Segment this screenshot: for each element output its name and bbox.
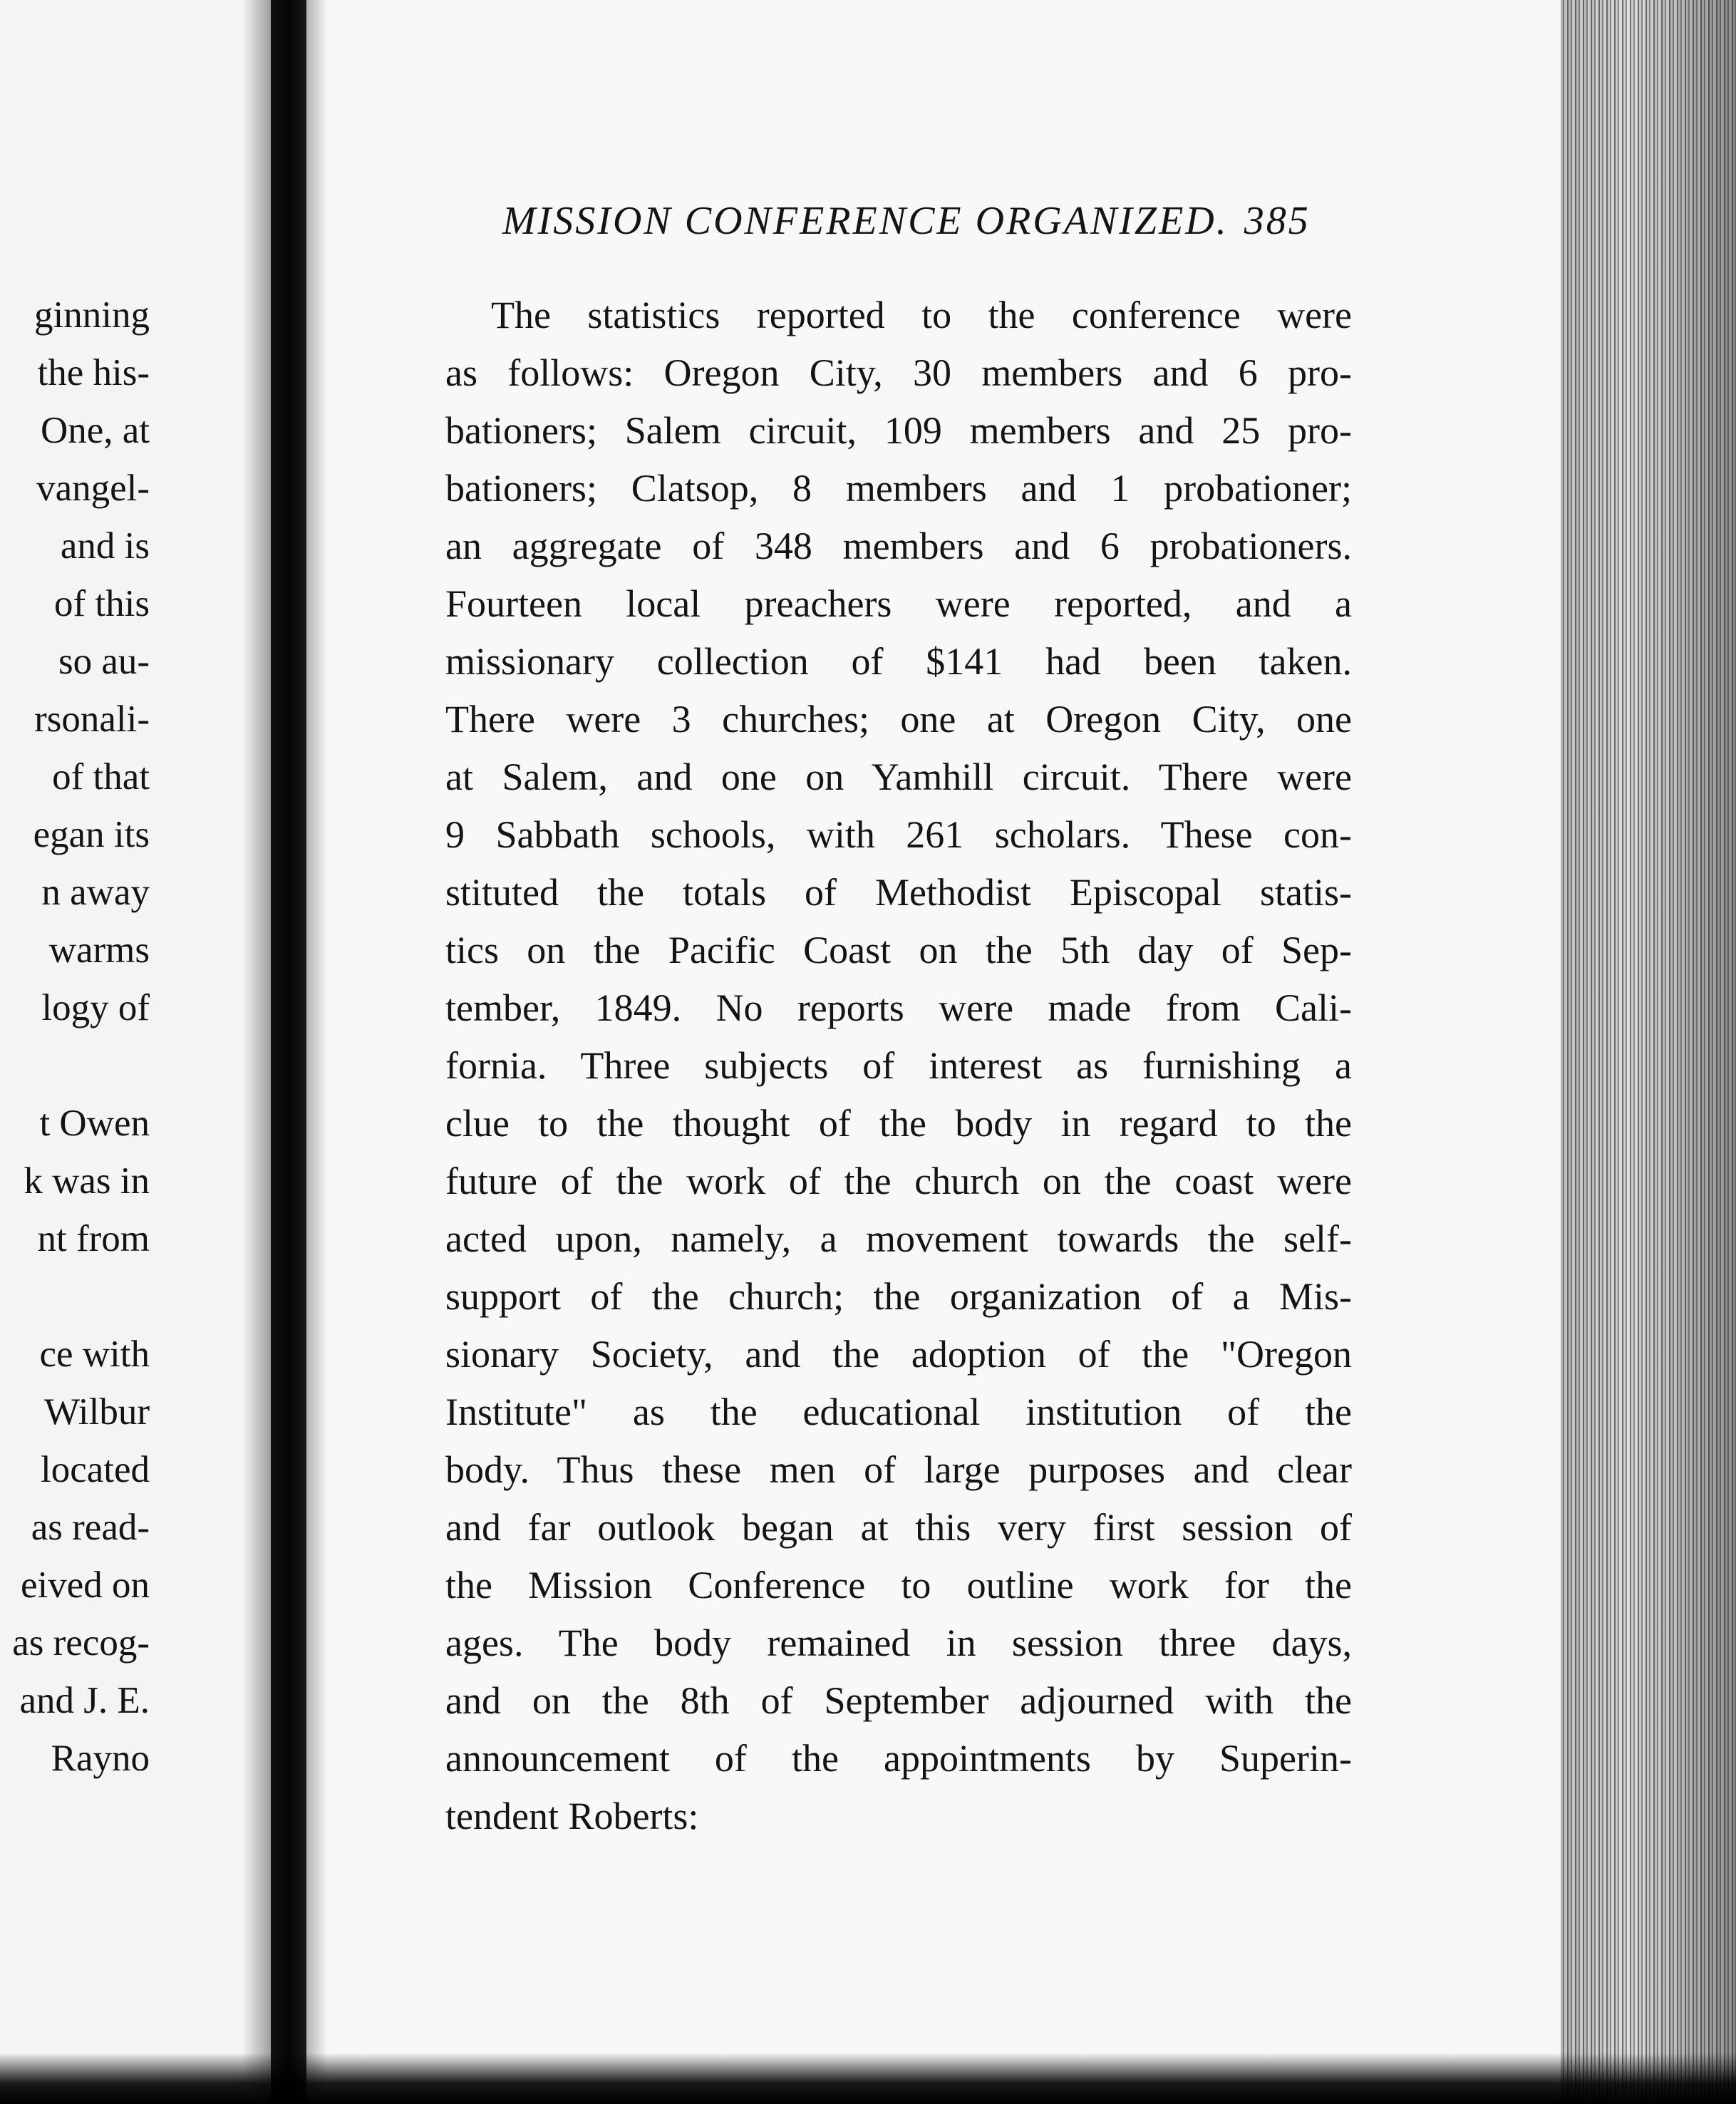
text-line: fornia. Three subjects of interest as furnishing a: [445, 1044, 1352, 1087]
bottom-shadow: [0, 2053, 1736, 2104]
text-line: stituted the totals of Methodist Episcopal statis-: [445, 871, 1352, 914]
body-text: [445, 287, 1352, 1845]
right-page: [306, 0, 1568, 2104]
text-line: Institute" as the educational institution of the: [445, 1391, 1352, 1433]
text-line: n away: [41, 872, 150, 913]
page-block-edges: [1561, 0, 1736, 2104]
text-line: rsonali-: [34, 698, 150, 740]
text-line: clue to the thought of the body in regard to the: [445, 1102, 1352, 1145]
text-line: ginning: [34, 294, 150, 336]
text-line: egan its: [33, 814, 150, 855]
left-page-shadow: [242, 0, 271, 2104]
text-line: as recog-: [12, 1622, 150, 1664]
text-line: vangel-: [36, 468, 150, 509]
text-line: at Salem, and one on Yamhill circuit. There were: [445, 756, 1352, 798]
text-line: nt from: [37, 1218, 150, 1259]
text-line: and on the 8th of September adjourned with the: [445, 1679, 1352, 1722]
text-line: Rayno: [51, 1738, 150, 1779]
text-line: and is: [60, 525, 150, 567]
book-gutter: [271, 0, 306, 2104]
text-line: tics on the Pacific Coast on the 5th day of Sep-: [445, 929, 1352, 971]
text-line: announcement of the appointments by Superin-: [445, 1737, 1352, 1780]
text-line: logy of: [41, 987, 150, 1028]
text-line: as read-: [31, 1507, 150, 1548]
text-line: warms: [48, 929, 150, 971]
text-line: an aggregate of 348 members and 6 probationers.: [445, 525, 1352, 567]
running-head-title: MISSION CONFERENCE ORGANIZED.: [502, 199, 1229, 243]
text-line: and far outlook began at this very first session of: [445, 1506, 1352, 1549]
text-line: as follows: Oregon City, 30 members and 6 pro-: [445, 351, 1352, 394]
text-line: support of the church; the organization of a Mis-: [445, 1275, 1352, 1318]
text-line: the his-: [37, 352, 150, 393]
left-page: [0, 0, 271, 2104]
text-line: k was in: [24, 1160, 150, 1202]
text-line: t Owen: [39, 1103, 150, 1144]
running-head: [502, 198, 1614, 244]
text-line: eived on: [20, 1564, 150, 1606]
text-line: missionary collection of $141 had been taken.: [445, 640, 1352, 683]
text-line: located: [40, 1449, 150, 1490]
text-line: bationers; Salem circuit, 109 members and 25 pro-: [445, 409, 1352, 452]
text-line: Fourteen local preachers were reported, and a: [445, 582, 1352, 625]
text-line: bationers; Clatsop, 8 members and 1 probationer;: [445, 467, 1352, 510]
text-line: tendent Roberts:: [445, 1795, 699, 1837]
text-line: Wilbur: [43, 1391, 150, 1433]
text-line: of that: [52, 756, 150, 798]
text-line: [0, 1268, 150, 1326]
text-line: tember, 1849. No reports were made from Cali-: [445, 986, 1352, 1029]
text-line: so au-: [58, 641, 150, 682]
text-line: [0, 1037, 150, 1095]
text-line: One, at: [40, 410, 150, 451]
text-line: the Mission Conference to outline work for the: [445, 1564, 1352, 1607]
text-line: body. Thus these men of large purposes and clear: [445, 1448, 1352, 1491]
text-line: of this: [54, 583, 150, 624]
text-line: and J. E.: [19, 1680, 150, 1721]
text-line: future of the work of the church on the coast were: [445, 1160, 1352, 1202]
page-edges-shadow: [1561, 0, 1736, 2104]
left-page-text: [0, 287, 150, 1788]
right-page-shadow: [306, 0, 328, 2104]
text-line: ages. The body remained in session three days,: [445, 1621, 1352, 1664]
text-line: There were 3 churches; one at Oregon City, one: [445, 698, 1352, 741]
text-line: ce with: [39, 1334, 150, 1375]
text-line: acted upon, namely, a movement towards the self-: [445, 1217, 1352, 1260]
page-number: 385: [1244, 199, 1311, 243]
text-line: sionary Society, and the adoption of the "Oregon: [445, 1333, 1352, 1376]
text-line: 9 Sabbath schools, with 261 scholars. These con-: [445, 813, 1352, 856]
text-line: The statistics reported to the conference were: [491, 294, 1352, 336]
